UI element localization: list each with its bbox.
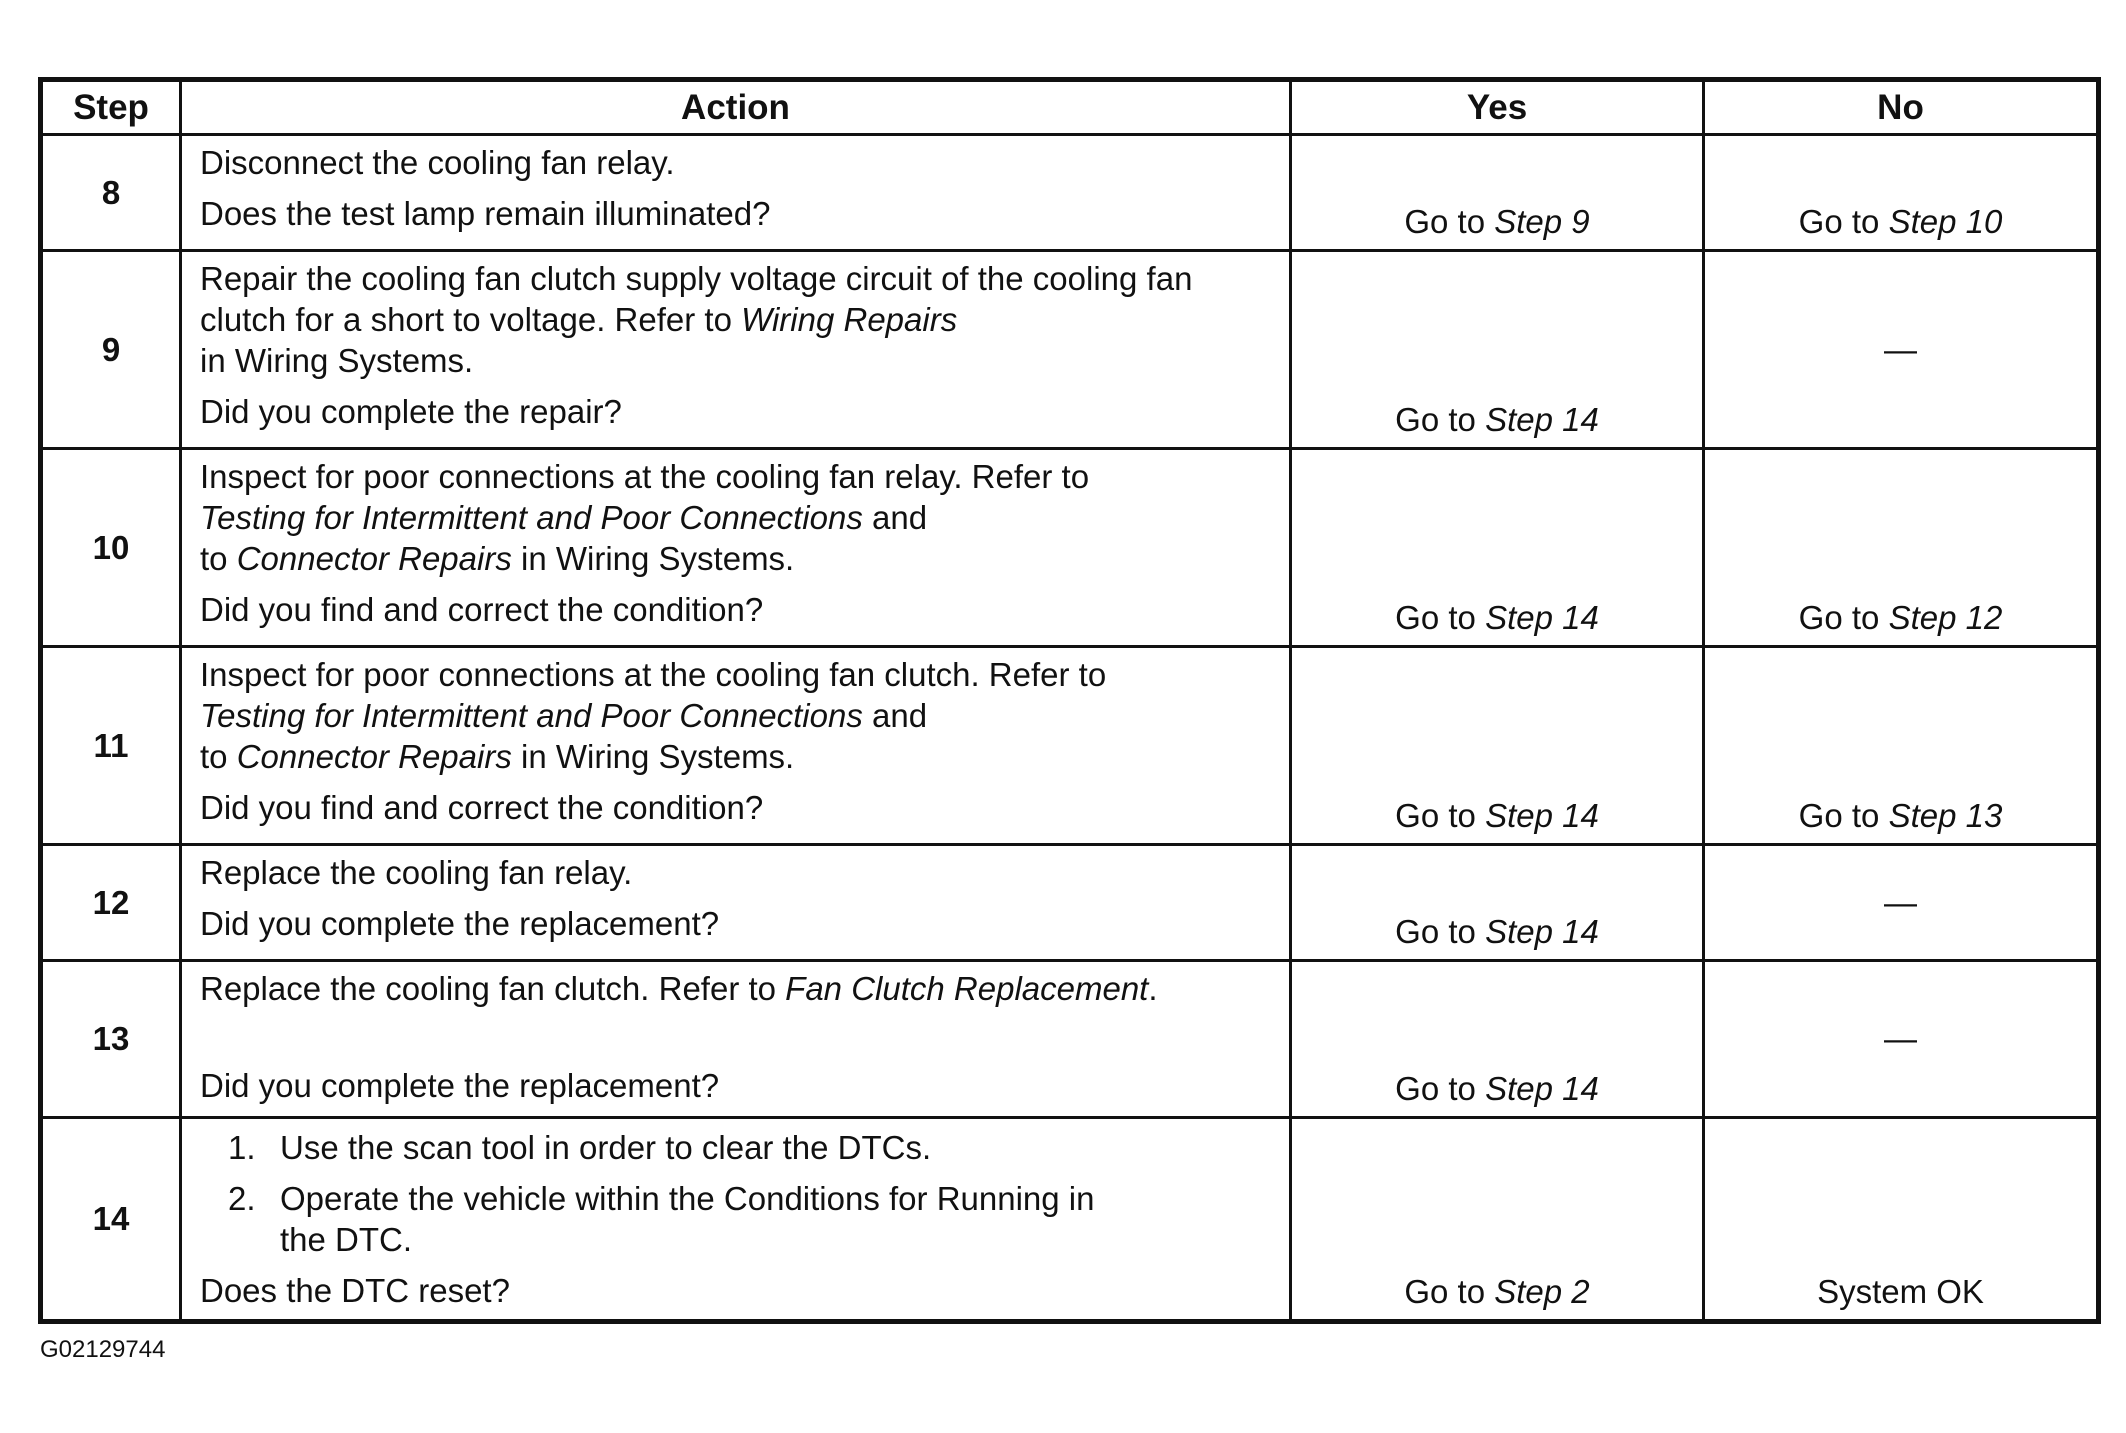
step-number: 12 bbox=[41, 845, 181, 961]
yes-cell bbox=[1291, 647, 1704, 845]
no-dash: — bbox=[1884, 330, 1917, 368]
header-no: No bbox=[1704, 80, 2099, 135]
yes-cell bbox=[1291, 1118, 1704, 1322]
header-step: Step bbox=[41, 80, 181, 135]
list-text: Use the scan tool in order to clear the DTCs. bbox=[280, 1129, 932, 1166]
reference-link[interactable]: Wiring Repairs bbox=[741, 301, 958, 338]
table-row bbox=[41, 449, 2099, 647]
action-cell bbox=[181, 961, 1291, 1118]
list-item bbox=[200, 1178, 1275, 1260]
no-cell bbox=[1704, 251, 2099, 449]
yes-prefix: Go to bbox=[1395, 1070, 1486, 1107]
table-row bbox=[41, 251, 2099, 449]
action-text: Disconnect the cooling fan relay. bbox=[200, 144, 675, 181]
action-cell bbox=[181, 845, 1291, 961]
action-question: Did you find and correct the condition? bbox=[200, 789, 764, 826]
step-number: 8 bbox=[41, 135, 181, 251]
no-step-link[interactable]: Step 10 bbox=[1888, 203, 2003, 240]
action-text: Repair the cooling fan clutch supply voltage circuit of the cooling fan clutch for a short to voltage. Refer to Wiring Repairs in Wiring Systems. bbox=[200, 260, 1193, 379]
step-number: 9 bbox=[41, 251, 181, 449]
yes-step-link[interactable]: Step 14 bbox=[1485, 913, 1599, 950]
list-text: Operate the vehicle within the Conditions for Running in the DTC. bbox=[280, 1180, 1095, 1258]
step-number: 10 bbox=[41, 449, 181, 647]
action-cell bbox=[181, 135, 1291, 251]
action-question: Did you complete the replacement? bbox=[200, 1067, 720, 1104]
no-cell bbox=[1704, 1118, 2099, 1322]
yes-cell bbox=[1291, 845, 1704, 961]
no-step-link[interactable]: Step 13 bbox=[1888, 797, 2003, 834]
action-text: Inspect for poor connections at the cooling fan relay. Refer to Testing for Intermittent and Poor Connections and to Connector Repairs in Wiring Systems. bbox=[200, 458, 1090, 577]
yes-prefix: Go to bbox=[1395, 913, 1486, 950]
no-cell bbox=[1704, 449, 2099, 647]
action-question: Did you find and correct the condition? bbox=[200, 591, 764, 628]
no-prefix: Go to bbox=[1798, 599, 1889, 636]
yes-step-link[interactable]: Step 14 bbox=[1485, 599, 1599, 636]
table-row bbox=[41, 961, 2099, 1118]
yes-prefix: Go to bbox=[1404, 1273, 1495, 1310]
list-number: 2. bbox=[228, 1180, 256, 1217]
yes-cell bbox=[1291, 135, 1704, 251]
no-cell bbox=[1704, 647, 2099, 845]
action-cell bbox=[181, 647, 1291, 845]
header-action: Action bbox=[181, 80, 1291, 135]
table-row bbox=[41, 647, 2099, 845]
no-cell bbox=[1704, 961, 2099, 1118]
step-number: 14 bbox=[41, 1118, 181, 1322]
yes-step-link[interactable]: Step 9 bbox=[1494, 203, 1590, 240]
table-row bbox=[41, 135, 2099, 251]
yes-step-link[interactable]: Step 14 bbox=[1485, 1070, 1599, 1107]
reference-link[interactable]: Fan Clutch Replacement bbox=[785, 970, 1149, 1007]
yes-cell bbox=[1291, 449, 1704, 647]
reference-link[interactable]: Testing for Intermittent and Poor Connections bbox=[200, 499, 863, 536]
action-cell bbox=[181, 1118, 1291, 1322]
procedure-list bbox=[200, 1127, 1275, 1260]
action-text: Replace the cooling fan relay. bbox=[200, 854, 633, 891]
no-step-link[interactable]: Step 12 bbox=[1888, 599, 2003, 636]
step-number: 13 bbox=[41, 961, 181, 1118]
diagnostic-table bbox=[38, 77, 2101, 1324]
action-cell bbox=[181, 449, 1291, 647]
header-yes: Yes bbox=[1291, 80, 1704, 135]
no-prefix: Go to bbox=[1798, 797, 1889, 834]
table-header-row bbox=[41, 80, 2099, 135]
no-prefix: Go to bbox=[1798, 203, 1889, 240]
yes-cell bbox=[1291, 251, 1704, 449]
yes-cell bbox=[1291, 961, 1704, 1118]
action-text: Replace the cooling fan clutch. Refer to Fan Clutch Replacement. bbox=[200, 970, 1158, 1007]
reference-link[interactable]: Connector Repairs bbox=[236, 738, 512, 775]
action-question: Did you complete the replacement? bbox=[200, 905, 720, 942]
table-row bbox=[41, 845, 2099, 961]
action-cell bbox=[181, 251, 1291, 449]
no-cell bbox=[1704, 135, 2099, 251]
no-dash: — bbox=[1884, 883, 1917, 921]
action-question: Did you complete the repair? bbox=[200, 393, 622, 430]
action-question: Does the test lamp remain illuminated? bbox=[200, 195, 771, 232]
reference-link[interactable]: Testing for Intermittent and Poor Connections bbox=[200, 697, 863, 734]
list-number: 1. bbox=[228, 1129, 256, 1166]
yes-prefix: Go to bbox=[1404, 203, 1495, 240]
no-cell bbox=[1704, 845, 2099, 961]
reference-link[interactable]: Connector Repairs bbox=[236, 540, 512, 577]
table-row bbox=[41, 1118, 2099, 1322]
list-item bbox=[200, 1127, 1275, 1168]
yes-step-link[interactable]: Step 2 bbox=[1494, 1273, 1590, 1310]
yes-prefix: Go to bbox=[1395, 797, 1486, 834]
yes-prefix: Go to bbox=[1395, 599, 1486, 636]
figure-id: G02129744 bbox=[40, 1336, 166, 1363]
action-question: Does the DTC reset? bbox=[200, 1272, 510, 1309]
yes-step-link[interactable]: Step 14 bbox=[1485, 797, 1599, 834]
no-result: System OK bbox=[1817, 1273, 1984, 1310]
step-number: 11 bbox=[41, 647, 181, 845]
action-text: Inspect for poor connections at the cooling fan clutch. Refer to Testing for Intermittent and Poor Connections and to Connector Repairs in Wiring Systems. bbox=[200, 656, 1107, 775]
yes-step-link[interactable]: Step 14 bbox=[1485, 401, 1599, 438]
yes-prefix: Go to bbox=[1395, 401, 1486, 438]
no-dash: — bbox=[1884, 1020, 1917, 1057]
